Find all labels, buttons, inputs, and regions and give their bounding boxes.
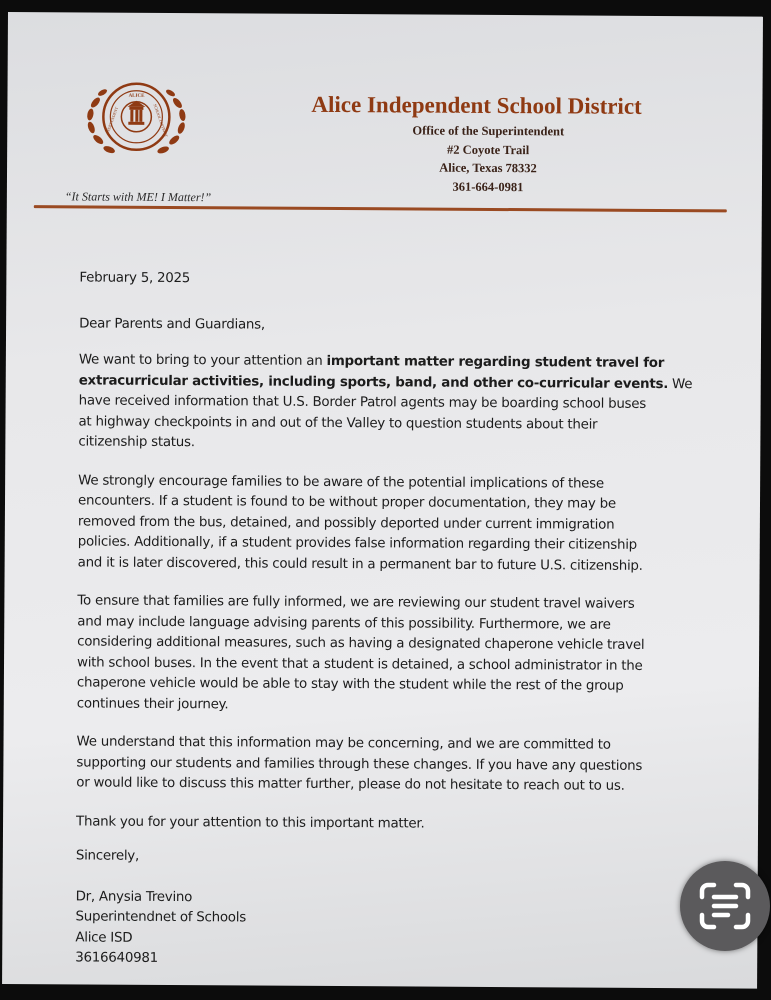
p3-text: with school buses. In the event that a student is detained, a school administrator in the: [76, 654, 643, 674]
p2-text: We strongly encourage families to be aware of the potential implications of these: [78, 472, 604, 492]
p4-text: or would like to discuss this matter further, please do not hesitate to reach out to us.: [76, 775, 625, 794]
city-line: Alice, Texas 78332: [439, 160, 537, 176]
paragraph-4: [76, 732, 706, 797]
p1-bold-text: important matter regarding student travel for: [326, 353, 665, 372]
p3-text: considering additional measures, such as having a designated chaperone vehicle travel: [77, 634, 645, 653]
seal-left-text: INDEPENDENT: [104, 106, 120, 135]
paragraph-2: [78, 471, 709, 577]
p1-text: We want to bring to your attention an: [78, 352, 327, 369]
signer-title: Superintendnet of Schools: [75, 909, 247, 926]
letterhead-divider: [34, 205, 727, 212]
signature-block: [75, 887, 705, 973]
p4-text: We understand that this information may be concerning, and we are committed to: [76, 734, 611, 753]
signer-phone: 3616640981: [75, 950, 158, 966]
letter-date: February 5, 2025: [79, 270, 191, 287]
paragraph-3: [77, 591, 708, 718]
p4-text: supporting our students and families through these changes. If you have any questions: [76, 754, 643, 774]
p1-text: We: [668, 376, 693, 392]
salutation: Dear Parents and Guardians,: [79, 315, 265, 333]
p2-text: policies. Additionally, if a student provides false information regarding their citizenship: [77, 534, 637, 553]
signer-name: Dr, Anysia Trevino: [75, 888, 193, 905]
p2-text: removed from the bus, detained, and possibly deported under current immigration: [77, 513, 615, 533]
seal-right-text: SCHOOL DISTRICT: [152, 103, 169, 138]
p3-text: and may include language advising parents of this possibility. Furthermore, we are: [77, 613, 611, 633]
phone-line: 361-664-0981: [452, 179, 524, 194]
p3-text: continues their journey.: [76, 695, 229, 712]
text-scan-icon: [698, 882, 752, 930]
p1-text: have received information that U.S. Border Patrol agents may be boarding school buses: [78, 393, 647, 412]
p3-text: chaperone vehicle would be able to stay with the student while the rest of the group: [76, 675, 624, 694]
thank-you-line: Thank you for your attention to this important matter.: [76, 813, 425, 832]
district-seal-logo: [77, 72, 196, 173]
p2-text: encounters. If a student is found to be without proper documentation, they may be: [77, 493, 616, 512]
p3-text: To ensure that families are fully informed, we are reviewing our student travel waivers: [77, 593, 635, 612]
letterhead-address: [407, 121, 569, 196]
p1-bold-text: extracurricular activities, including sports, band, and other co-curricular events.: [78, 372, 669, 392]
letter-body: [75, 268, 709, 972]
letter-page: [2, 12, 763, 989]
signer-org: Alice ISD: [75, 929, 133, 946]
p2-text: and it is later discovered, this could result in a permanent bar to future U.S. citizenship.: [77, 554, 643, 574]
text-scan-button[interactable]: [680, 861, 770, 951]
street-line: #2 Coyote Trail: [447, 142, 530, 157]
district-name: Alice Independent School District: [311, 91, 642, 119]
office-line: Office of the Superintendent: [412, 123, 565, 139]
seal-top-text: ALICE: [128, 93, 145, 99]
p1-text: citizenship status.: [78, 434, 195, 451]
district-motto: “It Starts with ME! I Matter!”: [64, 189, 212, 205]
closing: Sincerely,: [75, 848, 140, 864]
p1-text: at highway checkpoints in and out of the Valley to question students about their: [78, 413, 598, 433]
paragraph-1: [78, 350, 709, 456]
